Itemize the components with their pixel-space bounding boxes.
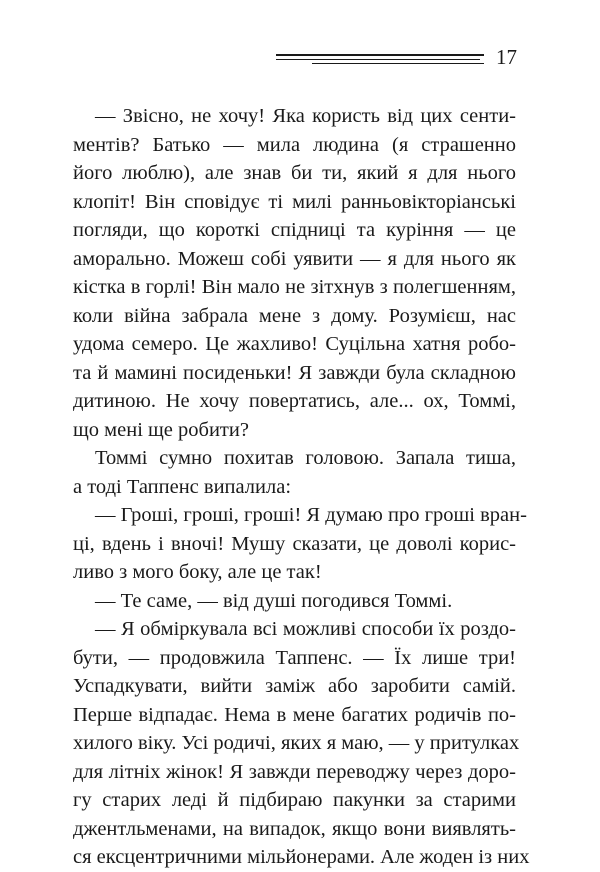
header-rule-short bbox=[312, 63, 484, 64]
text-line: аморально. Можеш собі уявити — я для нього як bbox=[73, 247, 516, 270]
text-line: дитиною. Не хочу повертатись, але... ох, Томмі, bbox=[73, 390, 516, 412]
text-line: кістка в горлі! Він мало не зітхнув з полегшенням, bbox=[73, 276, 516, 298]
text-line: ливо з мого боку, але це так! bbox=[73, 561, 322, 583]
text-line: а тоді Таппенс випалила: bbox=[73, 475, 292, 498]
text-line: бути, — продовжила Таппенс. — Їх лише три! bbox=[73, 646, 516, 669]
text-line: ментів? Батько — мила людина (я страшенно bbox=[73, 133, 516, 156]
text-line: удома семеро. Це жахливо! Суцільна хатня робо- bbox=[73, 333, 516, 355]
text-line: — Я обміркувала всі можливі способи їх роздо- bbox=[95, 618, 516, 640]
text-line: для літніх жінок! Я завжди переводжу через доро- bbox=[73, 760, 516, 783]
text-line: — Гроші, гроші, гроші! Я думаю про гроші вран- bbox=[95, 504, 527, 526]
text-line: що мені ще робити? bbox=[73, 418, 249, 441]
text-line: — Звісно, не хочу! Яка користь від цих сенти- bbox=[95, 105, 516, 127]
page-number: 17 bbox=[496, 45, 517, 69]
text-line: — Те саме, — від душі погодився Томмі. bbox=[95, 589, 453, 612]
header-rule-thick bbox=[276, 54, 484, 56]
text-line: Томмі сумно похитав головою. Запала тиша, bbox=[95, 447, 516, 469]
header-rule-middle bbox=[276, 59, 480, 60]
body-text bbox=[73, 102, 530, 872]
text-line: ся ексцентричними мільйонерами. Але жоден із них bbox=[73, 846, 530, 868]
text-line: клопіт! Він сповідує ті милі ранньовікторіанські bbox=[73, 190, 516, 213]
text-line: та й мамині посиденьки! Я завжди була складною bbox=[73, 361, 516, 384]
text-line: коли війна забрала мене з дому. Розумієш, нас bbox=[73, 304, 516, 327]
page-header bbox=[276, 44, 516, 72]
text-line: хилого віку. Усі родичі, яких я маю, — у притулках bbox=[73, 732, 520, 754]
text-line: погляди, що короткі спідниці та куріння — це bbox=[73, 219, 516, 241]
text-line: його люблю), але знав би ти, який я для нього bbox=[73, 162, 516, 184]
text-line: гу старих леді й підбираю пакунки за старими bbox=[73, 789, 516, 811]
text-line: джентльменами, на випадок, якщо вони виявлять- bbox=[73, 817, 516, 840]
text-line: ці, вдень і вночі! Мушу сказати, це доволі корис- bbox=[73, 532, 516, 555]
text-line: Перше відпадає. Нема в мене багатих родичів по- bbox=[73, 703, 516, 726]
text-line: Успадкувати, вийти заміж або заробити самій. bbox=[73, 675, 516, 697]
